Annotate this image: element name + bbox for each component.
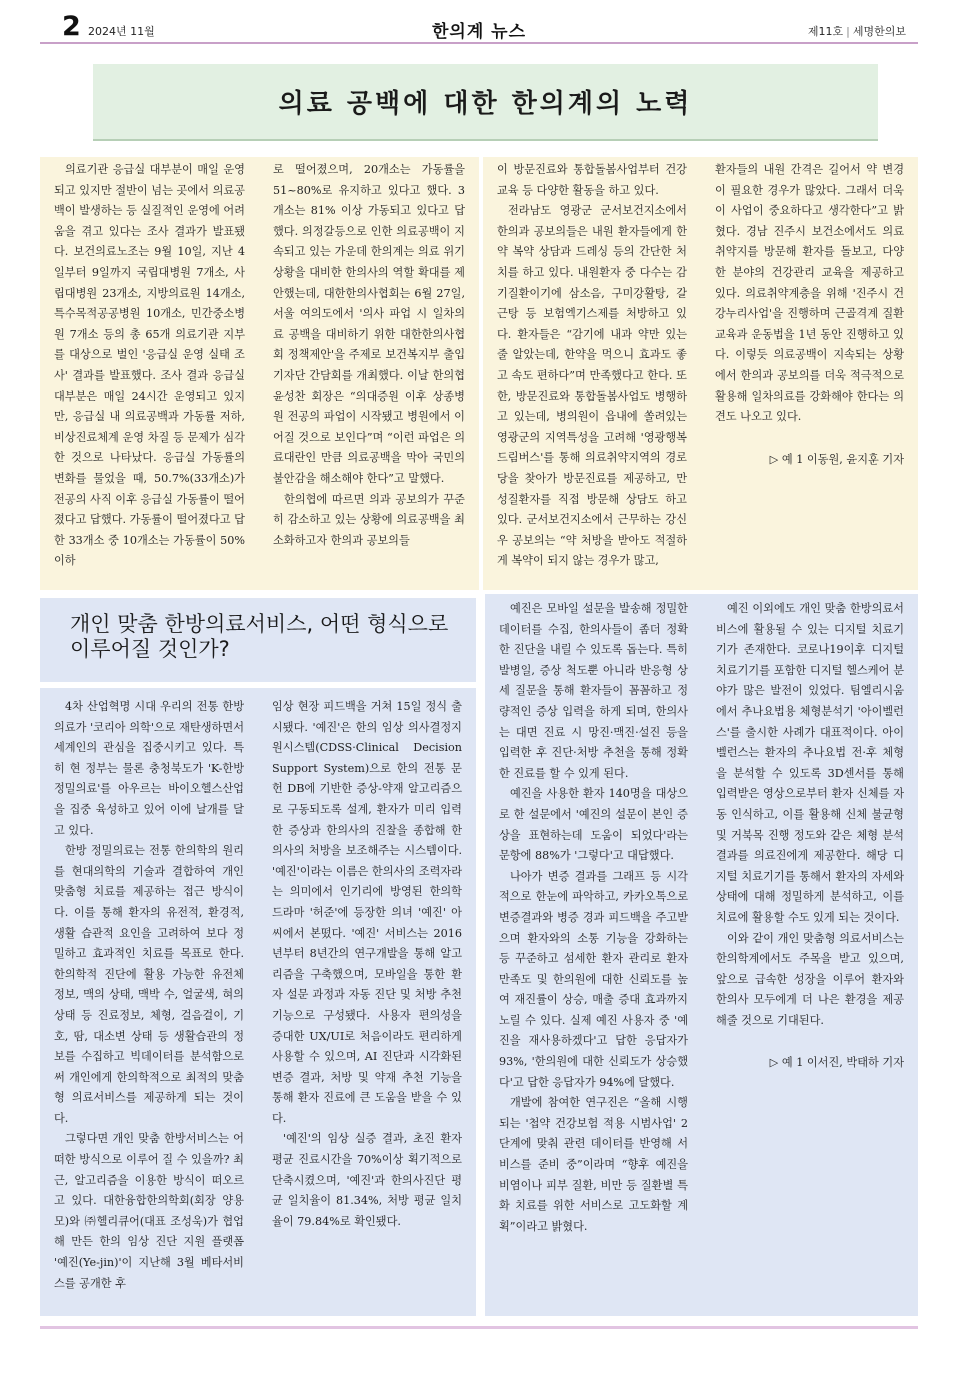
article2-column-4 [702, 599, 918, 1074]
article2-paragraph: 예진을 사용한 환자 140명을 대상으로 한 설문에서 '예진의 설문이 본인 증상을 표현하는데 도움이 되었다'라는 문항에 88%가 '그렇다'고 대답했다. [499, 787, 688, 863]
article2-column-3 [485, 599, 702, 1237]
issue-separator: | [846, 25, 850, 38]
article1-column-3 [483, 160, 701, 572]
article2-paragraph: 4차 산업혁명 시대 우리의 전통 한방의료가 '코리아 의학'으로 재탄생하면서 세계인의 관심을 집중시키고 있다. 특히 현 정부는 물론 충청북도가 'K-한방 정밀의료'를 아우르는 바이오헬스산업을 집중 육성하고 있어 이에 날개를 달고 있다. [54, 700, 244, 837]
article1-paragraph: 의료기관 응급실 대부분이 매일 운영되고 있지만 절반이 넘는 곳에서 의료공백이 발생하는 등 실질적인 운영에 어려움을 겪고 있다는 조사 결과가 발표됐다. 보건의료노조는 9월 10일, 지난 4일부터 9일까지 국립대병원 7개소, 사립대병원 23개소, 지방의료원 14개소, 특수목적공공병원 10개소, 민간중소병원 7개소 등의 총 65개 의료기관 지부를 대상으로 벌인 '응급실 운영 실태 조사' 결과를 발표했다. 조사 결과 응급실 대부분은 매일 24시간 운영되고 있지만, 응급실 내 의료공백과 가동률 저하, 비상진료체계 운영 차질 등 문제가 심각한 것으로 나타났다. 응급실 가동률의 변화를 물었을 때, 50.7%(33개소)가 전공의 사직 이후 응급실 가동률이 떨어졌다고 답했다. 가동률이 떨어졌다고 답한 33개소 중 10개소는 가동률이 50% 이하 [54, 163, 245, 568]
article2-paragraph: 한방 정밀의료는 전통 한의학의 원리를 현대의학의 기술과 결합하여 개인 맞춤형 치료를 제공하는 접근 방식이다. 이를 통해 환자의 유전적, 환경적, 생활 습관적 요인을 고려하여 보다 정밀하고 효과적인 치료를 목표로 한다. 한의학적 진단에 활용 가능한 유전체 정보, 맥의 상태, 맥박 수, 얼굴색, 혀의 상태 등 진료정보, 체형, 걸음걸이, 기호, 땀, 대소변 상태 등 생활습관의 정보를 수집하고 빅데이터를 분석함으로써 개인에게 한의학적으로 최적의 맞춤형 의료서비스를 제공하게 되는 것이다. [54, 844, 244, 1125]
article1-column-2 [259, 160, 479, 551]
article2-paragraph: 나아가 변증 결과를 그래프 등 시각적으로 한눈에 파악하고, 카카오톡으로 변증결과와 병증 경과 피드백을 주고받으며 환자와의 소통 기능을 강화하는 등 꾸준하고 섬세한 환자 관리로 환자 만족도 및 한의원에 대한 신뢰도를 높여 재진률이 상승, 매출 증대 효과까지 노릴 수 있다. 실제 예진 사용자 중 '예진을 재사용하겠다'고 답한 응답자가 93%, '한의원에 대한 신뢰도가 상승했다'고 답한 응답자가 94%에 달했다. [499, 869, 688, 1089]
article1-paragraph: 이 방문진료와 통합돌봄사업부터 건강교육 등 다양한 활동을 하고 있다. [497, 163, 687, 197]
article2-paragraph: 개발에 참여한 연구진은 “올해 시행되는 '첩약 건강보험 적용 시범사업' 2단계에 맞춰 관련 데이터를 반영해 서비스를 준비 중”이라며 “향후 예진을 비염이나 피부 질환, 비만 등 질환별 특화 치료를 위한 서비스로 고도화할 계획”이라고 밝혔다. [499, 1096, 688, 1233]
article1-title: 의료 공백에 대한 한의계의 노력 [278, 89, 693, 119]
article1-paragraph: 한의협에 따르면 의과 공보의가 꾸준히 감소하고 있는 상황에 의료공백을 최소화하고자 한의과 공보의들 [273, 492, 465, 547]
article1-paragraph: 로 떨어졌으며, 20개소는 가동률을 51~80%로 유지하고 있다고 했다. 3개소는 81% 이상 가동되고 있다고 답했다. 의정갈등으로 인한 의료공백이 지속되고 있는 가운데 한의계는 의료 위기 상황을 대비한 한의사의 역할 확대를 제안했는데, 대한한의사협회는 6월 27일, 서울 여의도에서 '의사 파업 시 일차의료 공백을 대비하기 위한 대한한의사협회 정책제안'을 주제로 보건복지부 출입기자단 간담회를 개최했다. 이날 한의협 윤성찬 회장은 “의대증원 이후 상종병원 전공의 파업이 시작됐고 병원에서 이어질 것으로 보인다”며 “이런 파업은 의료대란인 만큼 의료공백을 막아 국민의 불안감을 해소해야 한다”고 말했다. [273, 163, 465, 485]
publisher-name: 세명한의보 [852, 25, 906, 38]
article1-title-box [93, 64, 878, 141]
header-rule [40, 42, 918, 44]
article1-paragraph: 환자들의 내원 간격은 길어서 약 변경이 필요한 경우가 많았다. 그래서 더욱 이 사업이 중요하다고 생각한다”고 밝혔다. 경남 진주시 보건소에서도 의료취약지를 방문해 환자를 돌보고, 다양한 분야의 건강관리 교육을 제공하고 있다. 의료취약계층을 위해 '진주시 건강누리사업'을 진행하며 근골격계 질환 교육과 운동법을 1년 동안 진행하고 있다. 이렇듯 의료공백이 지속되는 상황에서 한의과 공보의를 더욱 적극적으로 활용해 일차의료를 강화해야 한다는 의견도 나오고 있다. [715, 163, 904, 424]
paper-title: 한의계 뉴스 [431, 22, 527, 42]
page-number: 2 [62, 11, 81, 42]
article2-paragraph: '예진'의 임상 실증 결과, 초진 환자 평균 진료시간을 70%이상 획기적으로 단축시켰으며, '예진'과 한의사진단 평균 일치율이 81.34%, 처방 평균 일치율이 79.84%로 확인됐다. [272, 1132, 462, 1228]
issue-date: 2024년 11월 [88, 25, 155, 38]
article2-paragraph: 이와 같이 개인 맞춤형 의료서비스는 한의학계에서도 주목을 받고 있으며, 앞으로 급속한 성장을 이루어 환자와 한의사 모두에게 더 나은 환경을 제공해줄 것으로 기대된다. [716, 931, 904, 1027]
issue-number: 제11호 [807, 25, 844, 38]
article2-column-1 [40, 697, 258, 1294]
article2-title: 개인 맞춤 한방의료서비스, 어떤 형식으로 이루어질 것인가? [70, 612, 449, 661]
article1-paragraph: 전라남도 영광군 군서보건지소에서 한의과 공보의들은 내원 환자들에게 한약 복약 상담과 드레싱 등의 간단한 처치를 하고 있다. 내원환자 중 다수는 감기질환이기에 삼소음, 구미강활탕, 갈근탕 등 보험엑기스제를 처방하고 있다. 환자들은 “감기에 내과 약만 있는 줄 알았는데, 한약을 먹으니 효과도 좋고 속도 편하다”며 만족했다고 한다. 또한, 방문진료와 통합돌봄사업도 병행하고 있는데, 병의원이 읍내에 쏠려있는 영광군의 지역특성을 고려해 '영광행복드림버스'를 통해 의료취약지역의 경로당을 찾아가 방문진료를 제공하고, 만성질환자를 직접 방문해 상담도 하고 있다. 군서보건지소에서 근무하는 강신우 공보의는 “약 처방을 받아도 적절하게 복약이 되지 않는 경우가 많고, [497, 204, 687, 568]
issue-info [808, 23, 906, 39]
article2-byline: ▷ 예 1 이서진, 박태하 기자 [769, 1056, 904, 1070]
article2-paragraph: 그렇다면 개인 맞춤 한방서비스는 어떠한 방식으로 이루어 질 수 있을까? 최근, 알고리즘을 이용한 방식이 떠오르고 있다. 대한융합한의학회(회장 양용모)와 ㈜헬리큐어(대표 조성욱)가 협업해 만든 한의 임상 진단 지원 플랫폼 '예진(Ye-jin)'이 지난해 3월 베타서비스를 공개한 후 [54, 1132, 244, 1290]
article1-column-1 [40, 160, 259, 572]
article1-byline: ▷ 예 1 이동원, 윤지훈 기자 [769, 452, 904, 466]
page-header [40, 11, 918, 44]
footer-rule [40, 1326, 918, 1329]
article1-column-4 [701, 160, 918, 470]
article2-paragraph: 예진은 모바일 설문을 발송해 정밀한 데이터를 수집, 한의사들이 좀더 정확한 진단을 내릴 수 있도록 돕는다. 특히 발병일, 증상 척도뿐 아니라 반응형 상세 질문을 통해 환자들이 꼼꼼하고 정량적인 증상 입력을 하게 되며, 한의사는 대면 진료 시 망진·맥진·설진 등을 입력한 후 진단·처방 추천을 통해 정확한 진료를 할 수 있게 된다. [499, 602, 688, 780]
article2-title-box [40, 598, 476, 682]
article2-paragraph: 예진 이외에도 개인 맞춤 한방의료서비스에 활용될 수 있는 디지털 치료기기가 존재한다. 코로나19이후 디지털 치료기기를 포함한 디지털 헬스케어 분야가 많은 발전이 있었다. 팀엘리시움에서 추나요법용 체형분석기 '아이벨런스'를 출시한 사례가 대표적이다. 아이벨런스는 환자의 추나요법 전·후 체형을 분석할 수 있도록 3D센서를 통해 입력받은 영상으로부터 환자 신체를 자동 인식하고, 이를 활용해 신체 불균형 및 거북목 진행 정도와 같은 체형 분석 결과를 의료진에게 제공한다. 해당 디지털 치료기기를 통해서 환자의 자세와 상태에 대해 정밀하게 분석하고, 이를 치료에 활용할 수도 있게 되는 것이다. [716, 602, 904, 924]
article2-paragraph: 임상 현장 피드백을 거쳐 15일 정식 출시됐다. '예진'은 한의 임상 의사결정지원시스템(CDSS·Clinical Decision Support System)으로 한의 전통 문헌 DB에 기반한 증상-약재 알고리즘으로 구동되도록 설계, 환자가 미리 입력한 증상과 한의사의 진찰을 종합해 한의사의 처방을 보조해주는 시스템이다. '예진'이라는 이름은 한의사의 조력자라는 의미에서 인기리에 방영된 한의학 드라마 '허준'에 등장한 의녀 '예진' 아씨에서 본떴다. '예진' 서비스는 2016년부터 8년간의 연구개발을 통해 알고리즘을 구축했으며, 모바일을 통한 환자 설문 과정과 자동 진단 및 처방 추천 기능으로 구성됐다. 사용자 편의성을 증대한 UX/UI로 처음이라도 편리하게 사용할 수 있으며, AI 진단과 시각화된 변증 결과, 처방 및 약재 추천 기능을 통해 환자 진료에 큰 도움을 받을 수 있다. [272, 700, 462, 1125]
article2-column-2 [258, 697, 476, 1232]
